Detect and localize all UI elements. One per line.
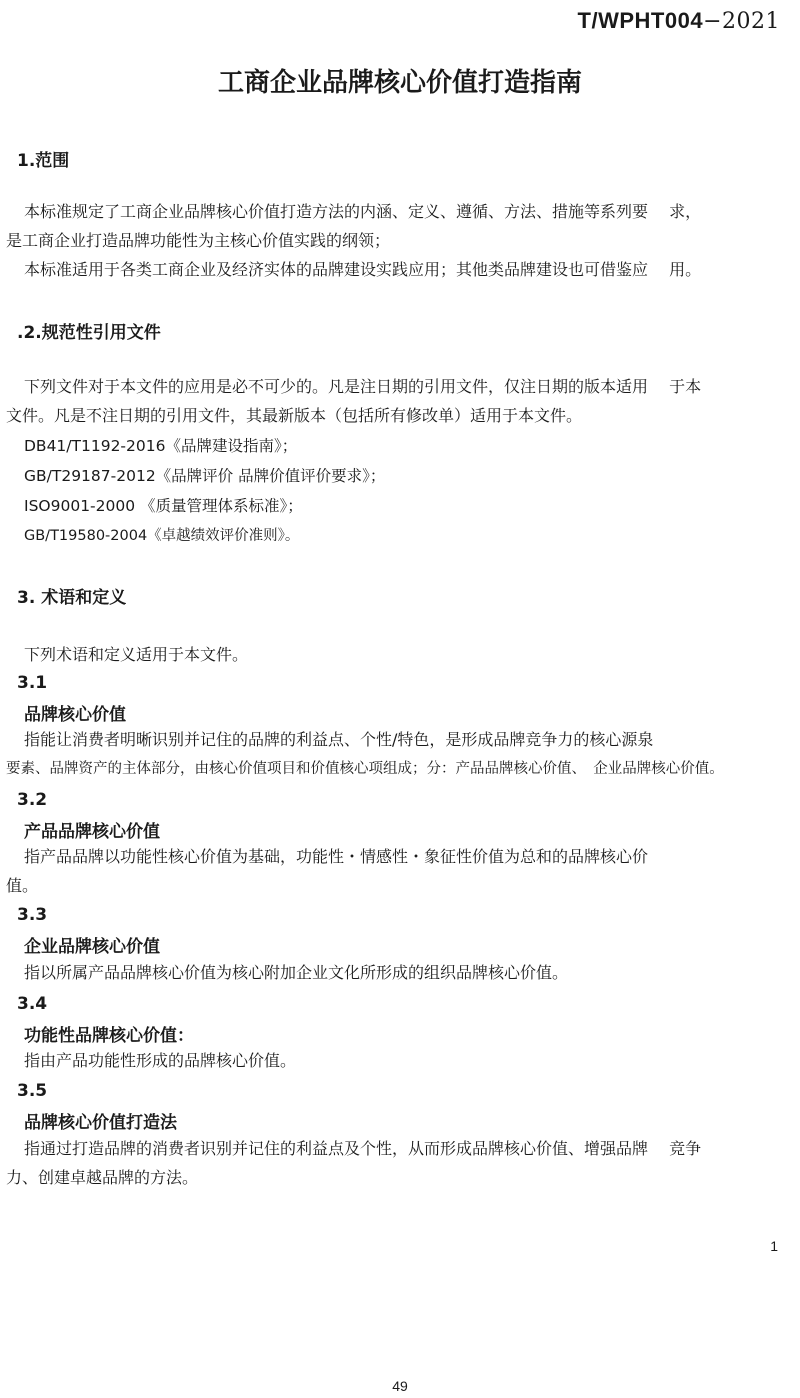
term-definition-line: 指能让消费者明晰识别并记住的品牌的利益点、个性/特色，是形成品牌竞争力的核心源泉: [24, 730, 654, 749]
term-number: 3.4: [17, 994, 48, 1014]
term-number: 3.5: [17, 1081, 48, 1101]
term-definition-line: 力、创建卓越品牌的方法。: [6, 1168, 199, 1187]
term-definition-line: 指通过打造品牌的消费者识别并记住的利益点及个性，从而形成品牌核心价值、增强品牌 竞争: [24, 1139, 702, 1158]
term-definition-line: 指由产品功能性形成的品牌核心价值。: [24, 1051, 297, 1070]
term-number: 3.1: [17, 673, 48, 693]
reference-item: GB/T19580-2004《卓越绩效评价准则》。: [24, 528, 300, 544]
section-2-heading: .2.规范性引用文件: [17, 323, 161, 343]
term-definition-line: 值。: [6, 876, 39, 895]
term-definition-line: 要素、品牌资产的主体部分，由核心价值项目和价值核心项组成；分：产品品牌核心价值、 企业品牌核心价值。: [6, 761, 724, 777]
term-name: 品牌核心价值打造法: [24, 1113, 177, 1133]
reference-item: DB41/T1192-2016《品牌建设指南》；: [24, 437, 298, 455]
term-definition-line: 指产品品牌以功能性核心价值为基础，功能性・情感性・象征性价值为总和的品牌核心价: [24, 847, 649, 866]
standard-code-year: −2021: [703, 9, 780, 34]
term-name: 企业品牌核心价值: [24, 937, 160, 957]
reference-item: GB/T29187-2012《品牌评价 品牌价值评价要求》；: [24, 467, 386, 485]
section-3-heading: 3. 术语和定义: [17, 588, 127, 608]
term-definition-line: 指以所属产品品牌核心价值为核心附加企业文化所形成的组织品牌核心价值。: [24, 963, 569, 982]
section-1-line: 本标准适用于各类工商企业及经济实体的品牌建设实践应用；其他类品牌建设也可借鉴应 用。: [24, 260, 702, 279]
term-number: 3.2: [17, 790, 48, 810]
section-3-intro: 下列术语和定义适用于本文件。: [24, 645, 249, 664]
section-1-heading: 1.范围: [17, 151, 70, 171]
reference-item: ISO9001-2000 《质量管理体系标准》；: [24, 497, 303, 515]
section-1-line: 是工商企业打造品牌功能性为主核心价值实践的纲领；: [6, 231, 391, 250]
inner-page-number: 1: [770, 1238, 778, 1254]
standard-code-main: T/WPHT004: [577, 8, 704, 33]
section-1-line: 本标准规定了工商企业品牌核心价值打造方法的内涵、定义、遵循、方法、措施等系列要 求，: [24, 202, 702, 221]
section-2-line: 文件。凡是不注日期的引用文件，其最新版本（包括所有修改单）适用于本文件。: [6, 406, 583, 425]
section-2-line: 下列文件对于本文件的应用是必不可少的。凡是注日期的引用文件，仅注日期的版本适用 于本: [24, 377, 702, 396]
term-name: 功能性品牌核心价值：: [24, 1026, 194, 1046]
document-title: 工商企业品牌核心价值打造指南: [217, 68, 582, 98]
term-name: 产品品牌核心价值: [24, 822, 160, 842]
standard-code: [578, 8, 780, 34]
term-number: 3.3: [17, 905, 48, 925]
outer-page-number: 49: [392, 1378, 408, 1394]
term-name: 品牌核心价值: [24, 705, 126, 725]
